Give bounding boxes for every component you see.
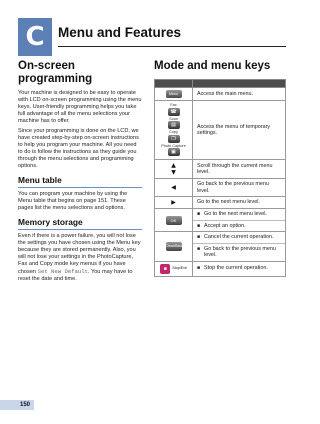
menu-table-heading: Menu table	[18, 175, 142, 188]
menu-key-desc: Access the main menu.	[193, 88, 286, 101]
memory-text-part2: . You may have to reset the date and time.	[18, 269, 133, 282]
paragraph-menu-table: You can program your machine by using the Menu table that begins on page 151. These pages list the menu selections and options.	[18, 191, 128, 211]
onscreen-programming-heading: On-screen programming	[18, 60, 93, 85]
mode-menu-keys-heading: Mode and menu keys	[154, 60, 271, 72]
fax-mode-icon: ☎	[168, 108, 180, 116]
bullet-icon: ■	[197, 245, 201, 252]
memory-text-part1: Even if there is a power failure, you will not lose the settings you have chosen using the Menu key because they are stored permanently. Also, you will not lose your settings in the PhotoCapture, Fax and Copy mode key menus if you have chosen	[18, 233, 141, 275]
key-row-clear	[155, 232, 286, 262]
copy-mode-label: Copy	[169, 130, 178, 134]
bullet-icon: ■	[197, 222, 201, 229]
stop-exit-label: Stop/Exit	[172, 266, 187, 271]
key-row-updown	[155, 160, 286, 179]
bullet-icon: ■	[197, 265, 201, 272]
set-new-default-code: Set New Default	[37, 268, 88, 275]
scan-mode-label: Scan	[169, 116, 178, 121]
right-column	[154, 60, 286, 277]
key-row-stop	[155, 261, 286, 276]
triangle-left-icon: ◀	[171, 184, 176, 191]
paragraph-intro: Your machine is designed to be easy to operate with LCD on-screen programming using the menu keys. User-friendly programming helps you take full advantage of all the menu selections your machine has to offer.	[18, 90, 142, 124]
key-row-ok	[155, 209, 286, 232]
chapter-divider	[58, 46, 286, 47]
left-key-desc: Go back to the previous menu level.	[193, 179, 286, 197]
keys-table	[154, 79, 286, 277]
chapter-title: Menu and Features	[58, 25, 182, 40]
triangle-down-icon: ▼	[171, 169, 176, 176]
bullet-icon: ■	[197, 211, 201, 217]
triangle-up-icon: ▲	[171, 162, 176, 169]
triangle-right-icon: ▶	[171, 199, 176, 206]
ok-desc-1: Go to the next menu level.	[204, 211, 267, 217]
page-number: 150	[20, 402, 31, 408]
left-column	[18, 60, 142, 286]
key-row-right	[155, 197, 286, 209]
keys-table-header	[155, 80, 286, 88]
photo-capture-mode-label: Photo Capture	[161, 143, 186, 148]
chapter-letter-box: C	[18, 18, 52, 56]
key-row-menu	[155, 88, 286, 101]
key-row-modes	[155, 101, 286, 160]
mode-keys-desc: Access the menu of temporary settings.	[193, 101, 286, 160]
menu-key-icon: Menu	[166, 90, 182, 98]
clear-desc-1: Cancel the current operation.	[204, 234, 274, 240]
paragraph-memory	[18, 233, 142, 283]
ok-desc-2: Accept an option.	[204, 222, 246, 229]
fax-mode-label: Fax	[170, 103, 177, 107]
right-key-desc: Go to the next menu level.	[193, 197, 286, 209]
updown-key-desc: Scroll through the current menu level.	[193, 160, 286, 179]
stop-exit-icon: ■	[160, 264, 170, 274]
clear-desc-2: Go back to the previous menu level.	[204, 245, 276, 258]
key-row-left	[155, 179, 286, 197]
stop-desc-1: Stop the current operation.	[204, 265, 268, 272]
paragraph-lcd: Since your programming is done on the LCD, we have created step-by-step on-screen instructions to help you program your machine. All you need to do is follow the instructions as they guide you through the menu selections and programming options.	[18, 128, 139, 169]
photo-capture-mode-icon: ▣	[168, 148, 180, 156]
copy-mode-icon: ❐	[168, 135, 180, 143]
scan-mode-icon: ▤	[168, 121, 180, 129]
bullet-icon: ■	[197, 234, 201, 240]
memory-storage-heading: Memory storage	[18, 217, 142, 230]
ok-key-icon: OK	[166, 216, 182, 225]
clear-back-key-icon: Clear/Back	[166, 242, 182, 251]
